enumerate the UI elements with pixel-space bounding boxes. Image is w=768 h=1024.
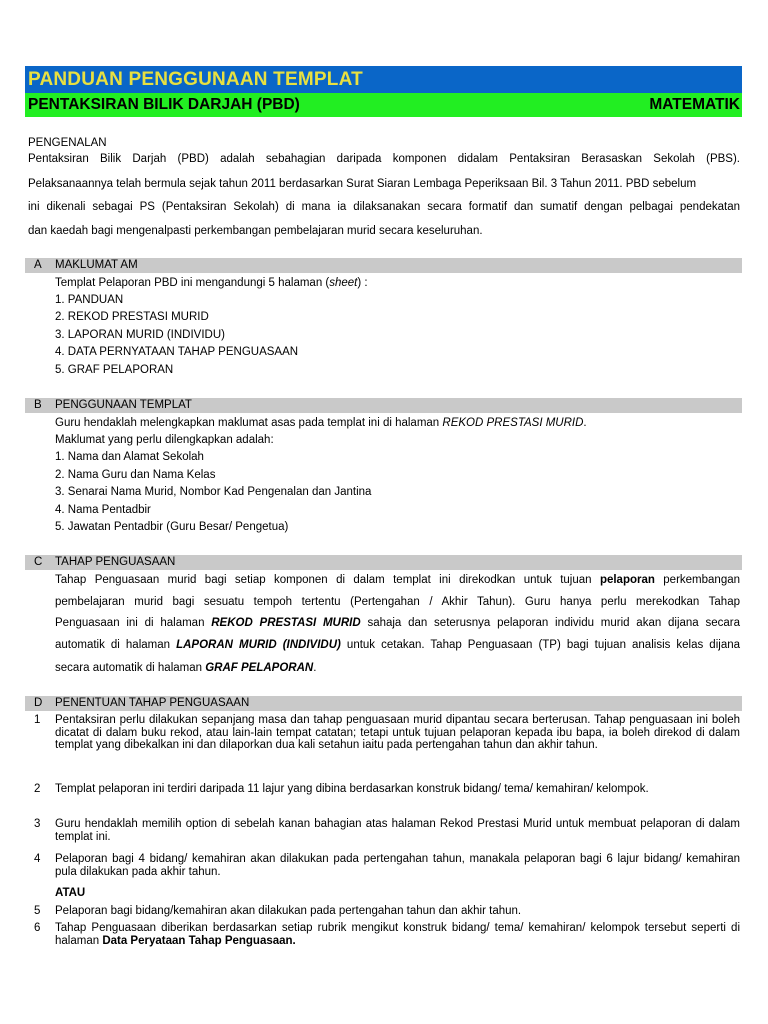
intro-line: Pelaksanaannya telah bermula sejak tahun 2011 berdasarkan Surat Siaran Lembaga Peperiksaan Bil. 3 Tahun 2011. PBD sebelum	[28, 178, 697, 190]
atau-label: ATAU	[55, 887, 86, 899]
list-item: 3. LAPORAN MURID (INDIVIDU)	[55, 329, 225, 341]
item-text: Guru hendaklah memilih option di sebelah kanan bahagian atas halaman Rekod Prestasi Murid untuk membuat pelaporan di dalam templat ini.	[55, 818, 740, 843]
section-c-line: Tahap Penguasaan murid bagi setiap komponen di dalam templat ini direkodkan untuk tujuan pelaporan perkembangan	[55, 574, 741, 586]
item-number: 3	[34, 818, 41, 830]
item-number: 1	[34, 714, 41, 726]
section-d-header	[25, 696, 742, 711]
section-title: PENENTUAN TAHAP PENGUASAAN	[55, 697, 250, 709]
list-item: 5. GRAF PELAPORAN	[55, 364, 174, 376]
list-item: 5. Jawatan Pentadbir (Guru Besar/ Pengetua)	[55, 521, 289, 533]
section-a-header	[25, 258, 742, 273]
item-text: Pentaksiran perlu dilakukan sepanjang masa dan tahap penguasaan murid dipantau secara berterusan. Tahap penguasaan ini boleh dicatat di dalam buku rekod, atau lain-lain tempat catatan; tetapi untuk tujuan pelaporan kepada ibu bapa, ia boleh direkod di dalam templat yang dibekalkan ini dan dilaporkan dua kali setahun iaitu pada pertengahan tahun dan akhir tahun.	[55, 714, 740, 751]
section-c-line: automatik di halaman LAPORAN MURID (INDIVIDU) untuk cetakan. Tahap Penguasaan (TP) bagi tujuan analisis kelas dijana	[55, 639, 741, 651]
list-item: 3. Senarai Nama Murid, Nombor Kad Pengenalan dan Jantina	[55, 486, 372, 498]
document-subtitle-bar	[25, 93, 742, 117]
section-c-line: pembelajaran murid bagi sesuatu tempoh tertentu (Pertengahan / Akhir Tahun). Guru hanya perlu merekodkan Tahap	[55, 596, 740, 608]
section-letter: A	[34, 259, 42, 271]
item-number: 2	[34, 783, 41, 795]
item-number: 6	[34, 922, 41, 934]
item-number: 5	[34, 905, 41, 917]
section-c-header	[25, 555, 742, 570]
list-item: 2. Nama Guru dan Nama Kelas	[55, 469, 216, 481]
section-c-line: Penguasaan ini di halaman REKOD PRESTASI MURID sahaja dan seterusnya pelaporan individu murid akan dijana secara	[55, 617, 740, 629]
section-letter: D	[34, 697, 43, 709]
intro-line: dan kaedah bagi mengenalpasti perkembangan pembelajaran murid secara keseluruhan.	[28, 225, 483, 237]
intro-line: Pentaksiran Bilik Darjah (PBD) adalah sebahagian daripada komponen didalam Pentaksiran Berasaskan Sekolah (PBS).	[28, 153, 740, 165]
section-letter: B	[34, 399, 42, 411]
section-c-line: secara automatik di halaman GRAF PELAPORAN.	[55, 662, 317, 674]
section-b-lead: Guru hendaklah melengkapkan maklumat asas pada templat ini di halaman REKOD PRESTASI MURID.	[55, 417, 587, 429]
list-item: 1. PANDUAN	[55, 294, 124, 306]
list-item: 4. Nama Pentadbir	[55, 504, 151, 516]
item-text: Templat pelaporan ini terdiri daripada 11 lajur yang dibina berdasarkan konstruk bidang/ tema/ kemahiran/ kelompok.	[55, 783, 649, 795]
intro-line: ini dikenali sebagai PS (Pentaksiran Sekolah) di mana ia dilaksanakan secara formatif dan sumatif dengan pelbagai pendekatan	[28, 201, 740, 213]
section-letter: C	[34, 556, 43, 568]
section-a-lead: Templat Pelaporan PBD ini mengandungi 5 halaman (sheet) :	[55, 277, 368, 289]
document-title: PANDUAN PENGGUNAAN TEMPLAT	[25, 66, 742, 93]
item-text: Pelaporan bagi bidang/kemahiran akan dilakukan pada pertengahan tahun dan akhir tahun.	[55, 905, 522, 917]
section-title: MAKLUMAT AM	[55, 259, 138, 271]
section-b-sub: Maklumat yang perlu dilengkapkan adalah:	[55, 434, 274, 446]
item-text: Tahap Penguasaan diberikan berdasarkan setiap rubrik mengikut konstruk bidang/ tema/ kemahiran/ kelompok tersebut seperti di halaman Data Peryataan Tahap Penguasaan.	[55, 922, 740, 947]
item-number: 4	[34, 853, 41, 865]
list-item: 1. Nama dan Alamat Sekolah	[55, 451, 204, 463]
item-text: Pelaporan bagi 4 bidang/ kemahiran akan dilakukan pada pertengahan tahun, manakala pelaporan bagi 6 lajur bidang/ kemahiran pula dilakukan pada akhir tahun.	[55, 853, 740, 878]
subject-label: MATEMATIK	[649, 96, 740, 113]
section-b-header	[25, 398, 742, 413]
intro-heading: PENGENALAN	[28, 137, 107, 149]
document-subtitle: PENTAKSIRAN BILIK DARJAH (PBD)	[28, 96, 300, 113]
section-title: PENGGUNAAN TEMPLAT	[55, 399, 192, 411]
section-title: TAHAP PENGUASAAN	[55, 556, 176, 568]
list-item: 4. DATA PERNYATAAN TAHAP PENGUASAAN	[55, 346, 299, 358]
list-item: 2. REKOD PRESTASI MURID	[55, 311, 209, 323]
